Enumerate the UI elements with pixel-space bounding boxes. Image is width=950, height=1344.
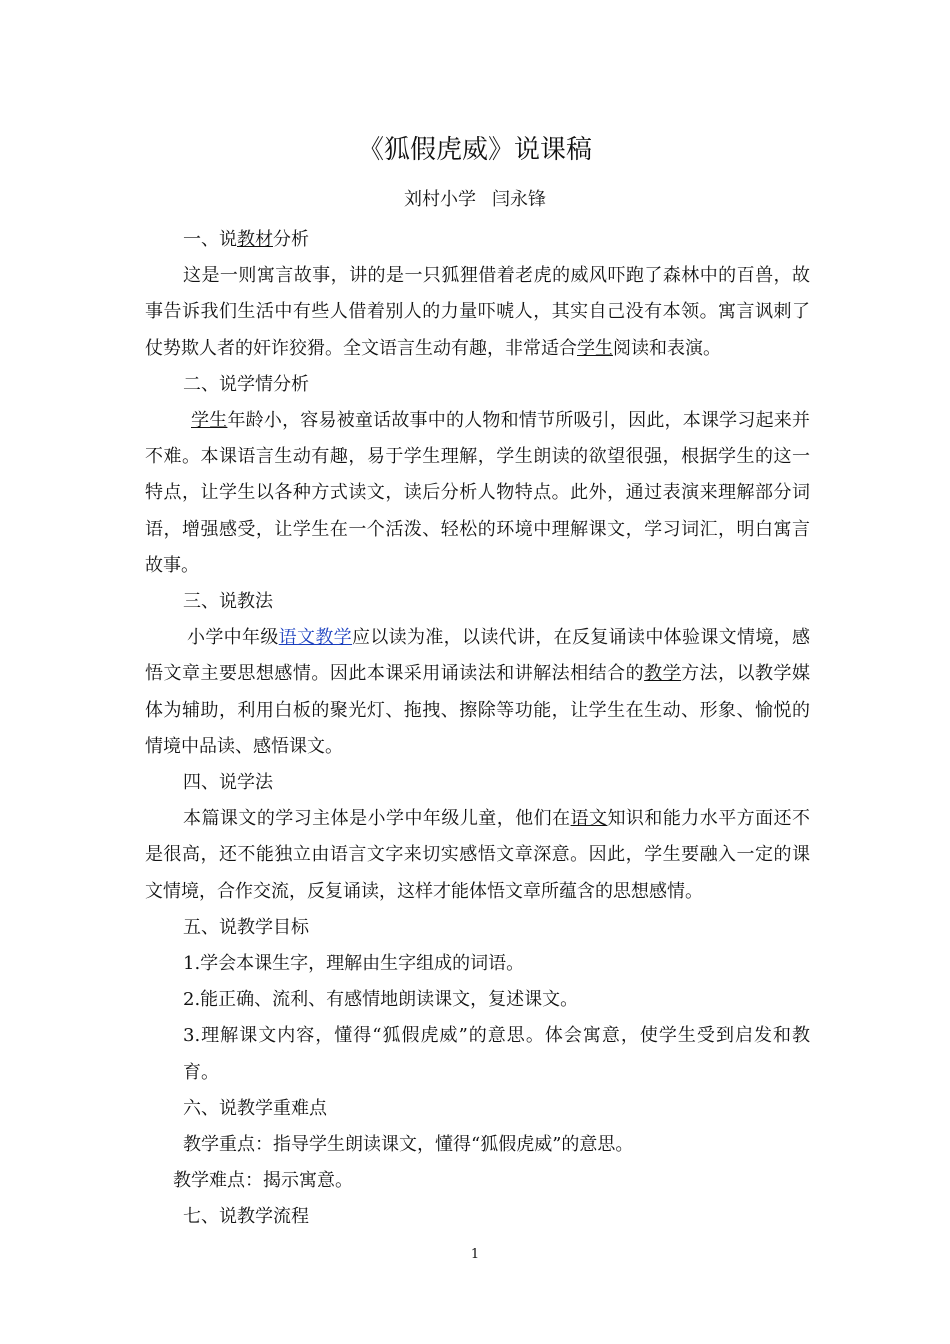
- author-name: 闫永锋: [492, 189, 546, 210]
- paragraph-learning-method: [145, 801, 810, 910]
- section-heading-1: [145, 222, 810, 258]
- hyperlink-chinese-teaching[interactable]: 语文教学: [278, 627, 353, 649]
- author-line: [0, 185, 950, 215]
- document-body: [145, 222, 810, 1236]
- paragraph-text: 知识和能力水平方面还不是很高，还不能独立由语言文字来切实感悟文章深意。因此，学生要融入一定的课文情境，合作交流，反复诵读，这样才能体悟文章所蕴含的思想感情。: [145, 808, 811, 902]
- section-heading-4: 四、说学法: [183, 772, 273, 794]
- paragraph-text: 这是一则寓言故事，讲的是一只狐狸借着老虎的威风吓跑了森林中的百兽，故事告诉我们生活中有些人借着别人的力量吓唬人，其实自己没有本领。寓言讽刺了仗势欺人者的奸诈狡猾。全文语言生动有趣，非常适合: [145, 265, 810, 359]
- section-heading-3: 三、说教法: [183, 591, 273, 613]
- paragraph-text: 应以读为准，以读代讲，在反复诵读中体验课文情境，感悟文章主要思想感情。因此本课采用诵读法和讲解法相结合的: [145, 627, 811, 685]
- heading-text: 一、说: [183, 229, 237, 250]
- underlined-term: 学生: [191, 410, 228, 432]
- paragraph-student-analysis: [145, 403, 810, 584]
- page-number: 1: [470, 1247, 480, 1262]
- underlined-term: 语文: [570, 808, 608, 830]
- underlined-term: 教材: [237, 229, 273, 250]
- paragraph-text: 方法，以教学媒体为辅助，利用白板的聚光灯、拖拽、擦除等功能，让学生在生动、形象、愉悦的情境中品读、感悟课文。: [145, 663, 811, 757]
- paragraph-text: 本篇课文的学习主体是小学中年级儿童，他们在: [183, 808, 571, 830]
- paragraph-text: 小学中年级: [187, 627, 279, 649]
- section-heading-2: 二、说学情分析: [183, 373, 309, 395]
- paragraph-teaching-method: [145, 620, 810, 765]
- paragraph-text: 阅读和表演。: [613, 337, 721, 359]
- document-title: 《狐假虎威》说课稿: [357, 135, 592, 165]
- paragraph-text: 年龄小，容易被童话故事中的人物和情节所吸引，因此，本课学习起来并不难。本课语言生动有趣，易于学生理解，学生朗读的欲望很强，根据学生的这一特点，让学生以各种方式读文，读后分析人物特点。此外，通过表演来理解部分词语，增强感受，让学生在一个活泼、轻松的环境中理解课文，学习词汇，明白寓言故事。: [145, 410, 811, 576]
- difficulty-point: 教学难点：揭示寓意。: [173, 1170, 353, 1192]
- goal-item: 3.理解课文内容，懂得“狐假虎威”的意思。体会寓意，使学生受到启发和教育。: [183, 1025, 810, 1083]
- key-point: 教学重点：指导学生朗读课文，懂得“狐假虎威”的意思。: [183, 1134, 634, 1156]
- underlined-term: 学生: [577, 337, 613, 359]
- goal-item: 1.学会本课生字，理解由生字组成的词语。: [183, 953, 525, 975]
- underlined-term: 教学: [644, 663, 682, 685]
- author-school: 刘村小学: [404, 189, 476, 210]
- section-heading-5: 五、说教学目标: [183, 916, 309, 938]
- section-heading-7: 七、说教学流程: [183, 1206, 309, 1228]
- paragraph-textbook-analysis: [145, 258, 810, 367]
- goal-item: 2.能正确、流利、有感情地朗读课文，复述课文。: [183, 989, 579, 1011]
- heading-text: 分析: [273, 229, 309, 250]
- section-heading-6: 六、说教学重难点: [183, 1097, 327, 1119]
